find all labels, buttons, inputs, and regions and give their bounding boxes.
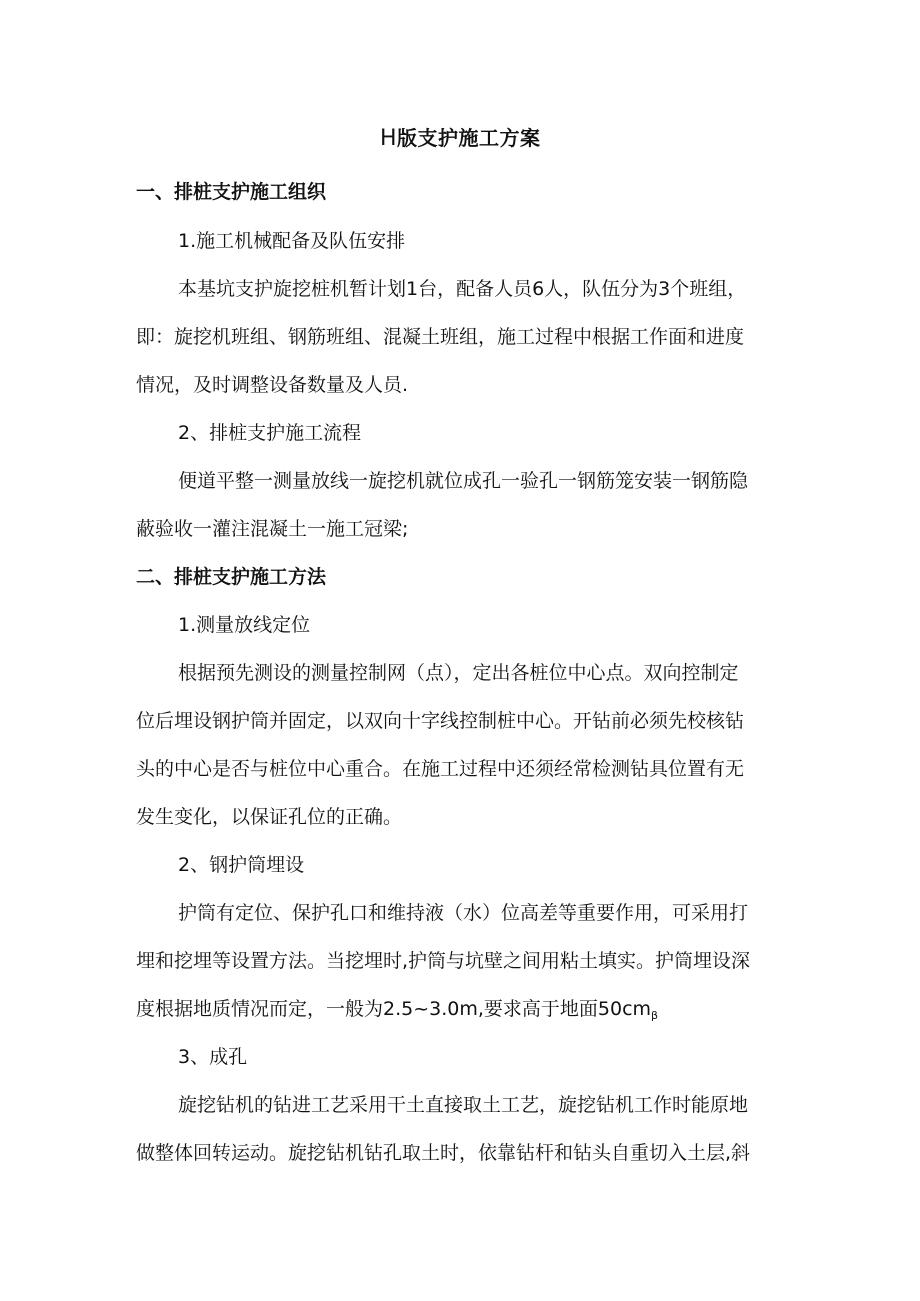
trailing-symbol: β bbox=[651, 1009, 659, 1022]
subsection-title-1-1: 1.施工机械配备及队伍安排 bbox=[178, 230, 406, 252]
paragraph-line: 蔽验收一灌注混凝土一施工冠梁; bbox=[136, 518, 409, 540]
paragraph-line: 位后埋设钢护筒并固定，以双向十字线控制桩中心。开钻前必须先校核钻 bbox=[136, 710, 745, 732]
paragraph-line: 发生变化，以保证孔位的正确。 bbox=[136, 806, 403, 828]
paragraph-line: 情况，及时调整设备数量及人员. bbox=[136, 374, 409, 396]
paragraph-line: 根据预先测设的测量控制网（点），定出各桩位中心点。双向控制定 bbox=[178, 662, 739, 684]
paragraph-line: 旋挖钻机的钻进工艺采用干土直接取土工艺，旋挖钻机工作时能原地 bbox=[178, 1094, 749, 1116]
section-heading-1: 一、排桩支护施工组织 bbox=[136, 181, 327, 203]
document-title bbox=[380, 126, 541, 151]
paragraph-line: 便道平整一测量放线一旋挖机就位成孔一验孔一钢筋笼安装一钢筋隐 bbox=[178, 470, 749, 492]
subsection-title-2-1: 1.测量放线定位 bbox=[178, 614, 311, 636]
paragraph-line: 做整体回转运动。旋挖钻机钻孔取土时，依靠钻杆和钻头自重切入土层,斜 bbox=[136, 1142, 751, 1164]
section-heading-2: 二、排桩支护施工方法 bbox=[136, 566, 327, 588]
paragraph-line-text: 度根据地质情况而定，一般为2.5~3.0m,要求高于地面50cm bbox=[136, 998, 652, 1020]
paragraph-line: 头的中心是否与桩位中心重合。在施工过程中还须经常检测钻具位置有无 bbox=[136, 758, 745, 780]
title-prefix: H bbox=[380, 126, 398, 151]
subsection-title-2-2: 2、钢护筒埋设 bbox=[178, 854, 305, 876]
paragraph-line: 即：旋挖机班组、钢筋班组、混凝土班组，施工过程中根据工作面和进度 bbox=[136, 326, 745, 348]
title-text: 版支护施工方案 bbox=[397, 126, 541, 150]
subsection-title-2-3: 3、成孔 bbox=[178, 1046, 248, 1068]
paragraph-line-with-tail bbox=[136, 997, 658, 1028]
subsection-title-1-2: 2、排桩支护施工流程 bbox=[178, 422, 362, 444]
paragraph-line: 护筒有定位、保护孔口和维持液（水）位高差等重要作用，可采用打 bbox=[178, 902, 749, 924]
paragraph-line: 埋和挖埋等设置方法。当挖埋时,护筒与坑壁之间用粘土填实。护筒埋设深 bbox=[136, 950, 751, 972]
paragraph-line: 本基坑支护旋挖桩机暂计划1台，配备人员6人，队伍分为3个班组， bbox=[178, 278, 747, 300]
